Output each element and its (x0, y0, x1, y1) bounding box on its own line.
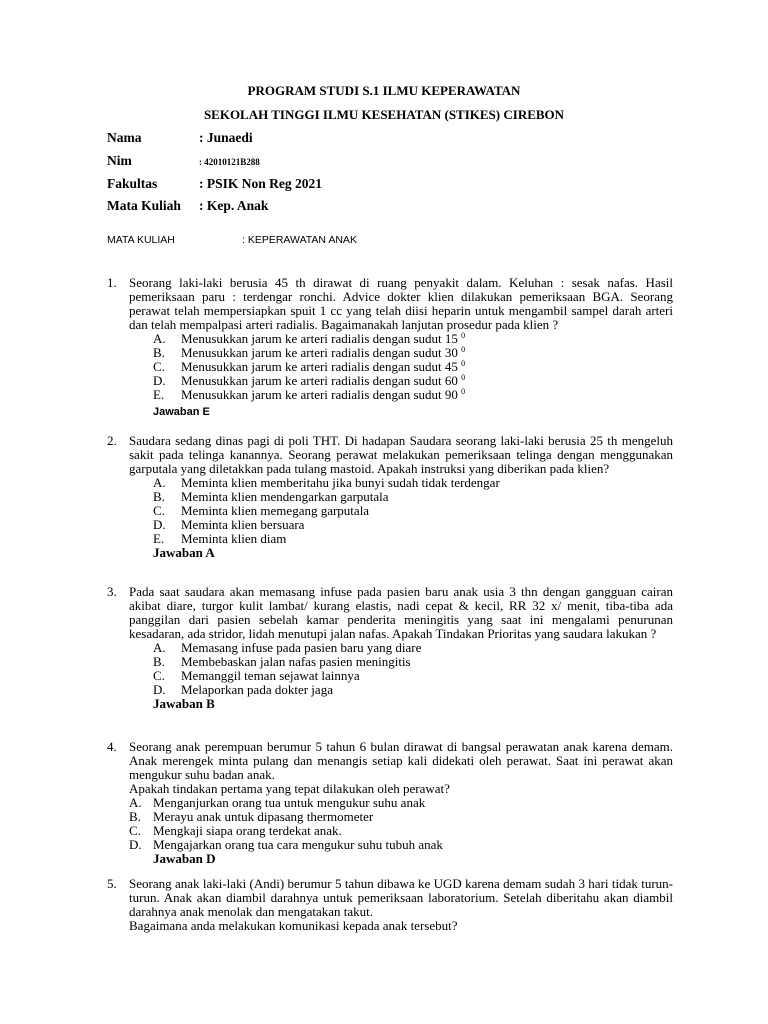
question-1 (107, 276, 673, 420)
option-letter: B. (153, 489, 165, 504)
option-letter: C. (129, 823, 141, 838)
option-letter: B. (153, 654, 165, 669)
option-text: Meminta klien diam (181, 531, 287, 546)
option-c (107, 669, 673, 683)
option-b (107, 490, 673, 504)
degree-sup: 0 (461, 345, 466, 354)
option-letter: B. (129, 809, 141, 824)
option-a (107, 796, 673, 810)
option-letter: B. (153, 345, 165, 360)
question-stem: Seorang anak laki-laki (Andi) berumur 5 tahun dibawa ke UGD karena demam sudah 3 hari tidak turun-turun. Anak akan diambil darahnya untuk pemeriksaan laboratorium. Setelah diberitahu akan diambil darahnya anak menolak dan mengatakan takut. (129, 876, 673, 919)
option-text: Melaporkan pada dokter jaga (181, 682, 333, 697)
header-program: PROGRAM STUDI S.1 ILMU KEPERAWATAN (247, 83, 521, 98)
option-d (107, 683, 673, 697)
option-text: Menusukkan jarum ke arteri radialis dengan sudut 60 $^0$ (181, 373, 466, 388)
identity-label: Nim (107, 153, 132, 168)
question-number: 2. (107, 433, 117, 448)
option-c (107, 360, 673, 374)
question-5 (107, 877, 673, 933)
option-text: Menusukkan jarum ke arteri radialis dengan sudut 30 $^0$ (181, 345, 466, 360)
option-d (107, 374, 673, 388)
answer-text: Jawaban A (153, 545, 215, 560)
identity-label: Nama (107, 130, 142, 145)
option-letter: C. (153, 359, 165, 374)
option-text: Meminta klien mendengarkan garputala (181, 489, 389, 504)
option-text: Memanggil teman sejawat lainnya (181, 668, 360, 683)
option-d (107, 838, 673, 852)
answer-text: Jawaban E (153, 406, 210, 418)
answer-text: Jawaban D (153, 851, 216, 866)
identity-mata-kuliah (107, 199, 268, 213)
option-text: Merayu anak untuk dipasang thermometer (153, 809, 374, 824)
option-a (107, 332, 673, 346)
option-c (107, 824, 673, 838)
option-letter: A. (129, 795, 142, 810)
identity-value: : Junaedi (199, 130, 253, 145)
option-text: Menusukkan jarum ke arteri radialis dengan sudut 45 $^0$ (181, 359, 466, 374)
option-letter: D. (153, 517, 166, 532)
option-b (107, 810, 673, 824)
question-stem: Saudara sedang dinas pagi di poli THT. Di hadapan Saudara seorang laki-laki berusia 25 th mengeluh sakit pada telinga kanannya. Seorang perawat melakukan pemeriksaan telinga dengan menggunakan garputala yang diletakkan pada tulang mastoid. Apakah instruksi yang diberikan pada klien? (129, 433, 673, 476)
question-number: 3. (107, 584, 117, 599)
question-stem-tail: Bagaimana anda melakukan komunikasi kepada anak tersebut? (129, 918, 458, 933)
answer-line (107, 697, 673, 712)
identity-label: Fakultas (107, 176, 158, 191)
answer-line (107, 405, 673, 420)
option-a (107, 641, 673, 655)
degree-sup: 0 (461, 331, 466, 340)
answer-line (107, 852, 673, 867)
question-stem: Seorang anak perempuan berumur 5 tahun 6 bulan dirawat di bangsal perawatan anak karena demam. Anak merengek minta pulang dan menangis setiap kali didekati oleh perawat. Saat ini perawat akan mengukur suhu badan anak. (129, 739, 673, 782)
option-text: Mengkaji siapa orang terdekat anak. (153, 823, 342, 838)
identity-label: Mata Kuliah (107, 198, 181, 213)
option-b (107, 346, 673, 360)
identity-fakultas (107, 177, 322, 191)
option-list (107, 332, 673, 402)
question-number: 5. (107, 876, 117, 891)
answer-text: Jawaban B (153, 696, 215, 711)
course-value: : KEPERAWATAN ANAK (242, 234, 357, 246)
question-4 (107, 740, 673, 867)
option-text: Menusukkan jarum ke arteri radialis dengan sudut 90 $^0$ (181, 387, 466, 402)
option-e (107, 532, 673, 546)
option-letter: E. (153, 387, 165, 402)
option-text: Meminta klien memegang garputala (181, 503, 370, 518)
header-institution: SEKOLAH TINGGI ILMU KESEHATAN (STIKES) CIREBON (203, 107, 565, 122)
option-d (107, 518, 673, 532)
question-2 (107, 434, 673, 561)
option-text: Meminta klien memberitahu jika bunyi sudah tidak terdengar (181, 475, 500, 490)
option-list (107, 796, 673, 852)
option-text: Mengajarkan orang tua cara mengukur suhu tubuh anak (153, 837, 443, 852)
option-e (107, 388, 673, 402)
option-list (107, 476, 673, 546)
option-letter: C. (153, 503, 165, 518)
option-text: Memasang infuse pada pasien baru yang diare (181, 640, 422, 655)
question-number: 4. (107, 739, 117, 754)
question-stem: Seorang laki-laki berusia 45 th dirawat di ruang penyakit dalam. Keluhan : sesak nafas. Hasil pemeriksaan paru : terdengar ronchi. Advice dokter klien dilakukan pemeriksaan BGA. Seorang perawat telah mempersiapkan spuit 1 cc yang telah diisi heparin untuk mengambil sampel darah arteri dan telah mempalpasi arteri radialis. Bagaimanakah lanjutan prosedur pada klien ? (129, 275, 673, 332)
option-letter: D. (153, 682, 166, 697)
question-number: 1. (107, 275, 117, 290)
option-list (107, 641, 673, 697)
option-letter: C. (153, 668, 165, 683)
option-letter: A. (153, 331, 166, 346)
course-line (107, 233, 357, 247)
question-stem: Pada saat saudara akan memasang infuse pada pasien baru anak usia 3 thn dengan gangguan cairan akibat diare, turgor kulit lambat/ kurang elastis, nadi cepat & kecil, RR 32 x/ menit, tiba-tiba ada panggilan dari pasien sebelah kamar penderita meningitis yang saat ini mengalami penurunan kesadaran, ada stridor, lidah menutupi jalan nafas. Apakah Tindakan Prioritas yang saudara lakukan ? (129, 584, 673, 641)
course-label: MATA KULIAH (107, 234, 175, 246)
option-text: Membebaskan jalan nafas pasien meningitis (181, 654, 411, 669)
option-text: Meminta klien bersuara (181, 517, 305, 532)
question-stem-tail: Apakah tindakan pertama yang tepat dilakukan oleh perawat? (129, 781, 450, 796)
option-letter: D. (153, 373, 166, 388)
degree-sup: 0 (461, 387, 466, 396)
identity-nim (107, 154, 260, 169)
option-letter: D. (129, 837, 142, 852)
option-letter: E. (153, 531, 165, 546)
degree-sup: 0 (461, 373, 466, 382)
option-text: Menganjurkan orang tua untuk mengukur suhu anak (153, 795, 426, 810)
degree-sup: 0 (461, 359, 466, 368)
question-3 (107, 585, 673, 712)
identity-nama (107, 131, 253, 145)
option-c (107, 504, 673, 518)
option-letter: A. (153, 475, 166, 490)
option-letter: A. (153, 640, 166, 655)
option-a (107, 476, 673, 490)
identity-value: : 42010121B288 (199, 157, 260, 167)
option-b (107, 655, 673, 669)
option-text: Menusukkan jarum ke arteri radialis dengan sudut 15 $^0$ (181, 331, 466, 346)
answer-line (107, 546, 673, 561)
identity-value: : Kep. Anak (199, 198, 269, 213)
identity-value: : PSIK Non Reg 2021 (199, 176, 323, 191)
